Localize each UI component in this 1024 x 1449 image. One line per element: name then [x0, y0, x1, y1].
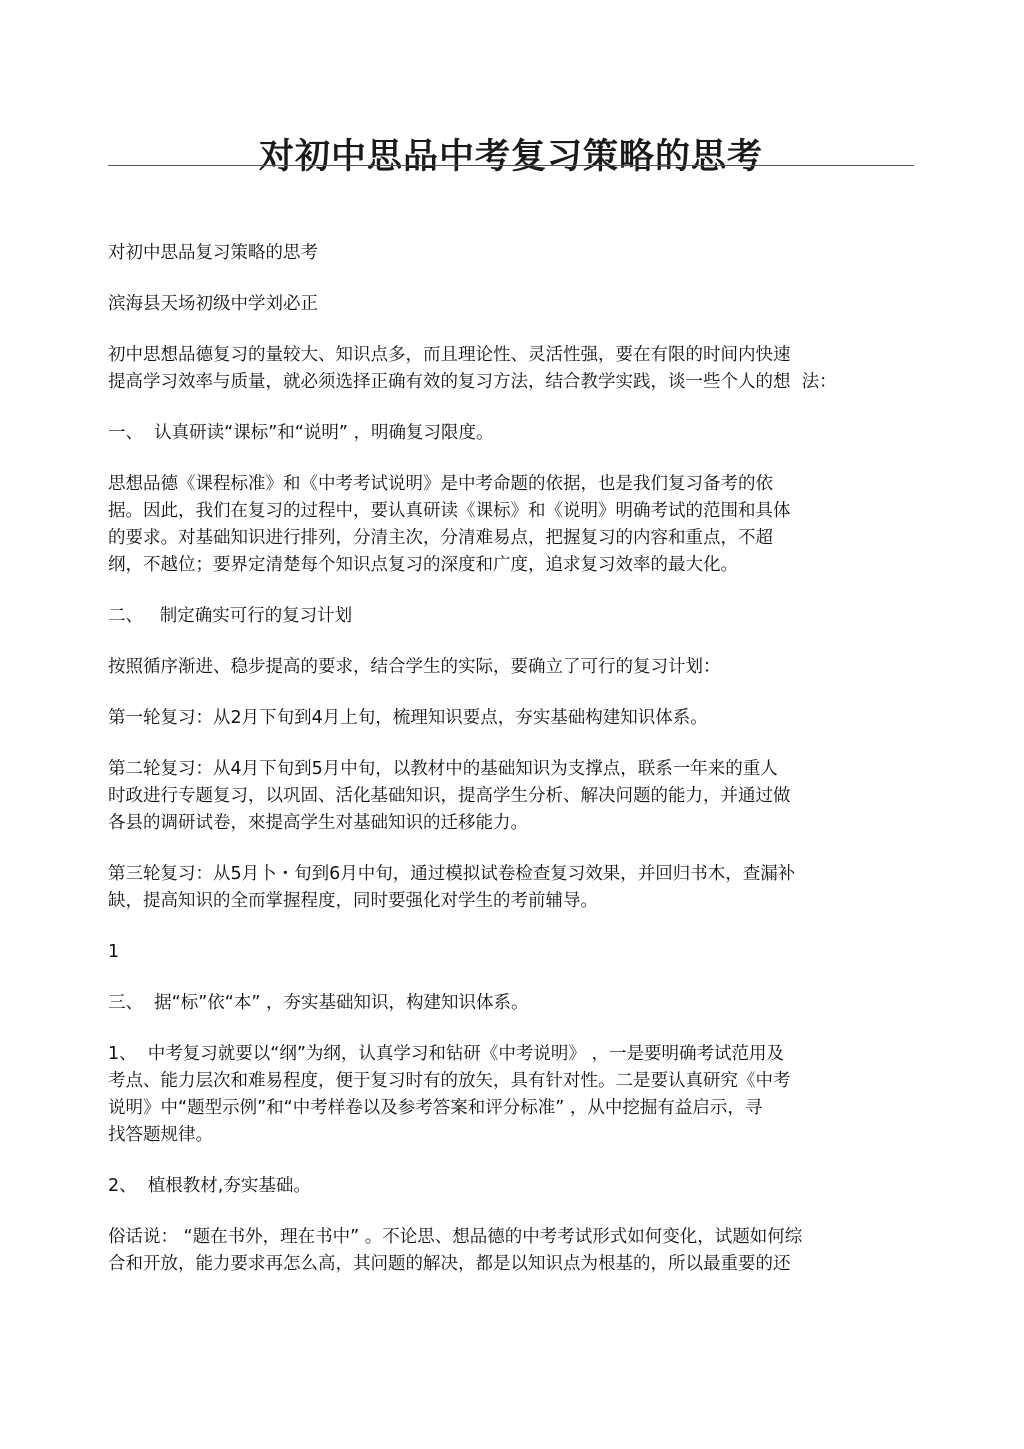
- paragraph: [108, 1224, 908, 1278]
- paragraph-line: 俗话说： “题在书外，理在书中” 。不论思、想品德的中考考试形式如何变化，试题如何综: [108, 1227, 803, 1247]
- paragraph-line: 合和开放，能力要求再怎么高，其问题的解决，都是以知识点为根基的，所以最重要的还: [108, 1254, 791, 1274]
- paragraph-line: 思想品德《课程标准》和《中考考试说明》是中考命题的依据，也是我们复习备考的依: [108, 474, 773, 494]
- paragraph: [108, 990, 908, 1017]
- paragraph-line: 提高学习效率与质量，就必须选择正确有效的复习方法，结合教学实践，谈一些个人的想 法：: [108, 372, 837, 392]
- paragraph: [108, 420, 908, 447]
- paragraph-line: 找答题规律。: [108, 1125, 213, 1145]
- document-body: [108, 240, 908, 1278]
- paragraph-line: 说明》中“题型示例”和“中考样卷以及参考答案和评分标准” ，从中挖掘有益启示，寻: [108, 1098, 763, 1118]
- paragraph-line: 第二轮复习：从4月下旬到5月中旬，以教材中的基础知识为支撑点，联系一年来的重人: [108, 759, 778, 779]
- paragraph-line: 据。因此，我们在复习的过程中，要认真研读《课标》和《说明》明确考试的范围和具体: [108, 501, 791, 521]
- title-divider: [108, 165, 914, 166]
- paragraph-line: 纲，不越位；要界定清楚每个知识点复习的深度和广度，追求复习效率的最大化。: [108, 555, 738, 575]
- paragraph: [108, 240, 908, 267]
- paragraph-line: 按照循序渐进、稳步提高的要求，结合学生的实际，要确立了可行的复习计划：: [108, 657, 721, 677]
- paragraph: [108, 471, 908, 579]
- paragraph-line: 各县的调研试卷，來提高学生对基础知识的迁移能力。: [108, 813, 528, 833]
- paragraph: [108, 1041, 908, 1149]
- paragraph: [108, 291, 908, 318]
- paragraph-line: 时政进行专题复习，以巩固、活化基础知识，提高学生分析、解决问题的能力，并通过做: [108, 786, 791, 806]
- paragraph: [108, 861, 908, 915]
- paragraph-line: 第一轮复习：从2月下旬到4月上旬，梳理知识要点，夯实基础构建知识体系。: [108, 708, 708, 728]
- paragraph-line: 三、 据“标”依“本” ，夯实基础知识，构建知识体系。: [108, 993, 529, 1013]
- paragraph-line: 一、 认真研读“课标”和“说明” ，明确复习限度。: [108, 423, 494, 443]
- paragraph-line: 1、 中考复习就要以“纲”为纲，认真学习和钻研《中考说明》 ，一是要明确考试范用及: [108, 1044, 784, 1064]
- paragraph-line: 考点、能力层次和难易程度，便于复习时有的放矢，具有针对性。二是要认真研究《中考: [108, 1071, 791, 1091]
- paragraph: [108, 654, 908, 681]
- paragraph-line: 对初中思品复习策略的思考: [108, 243, 318, 263]
- paragraph-line: 第三轮复习：从5月卜・旬到6月中旬，通过模拟试卷检查复习效果，并回归书木，查漏补: [108, 864, 796, 884]
- paragraph: [108, 939, 908, 966]
- paragraph: [108, 756, 908, 837]
- paragraph: [108, 342, 908, 396]
- paragraph-line: 2、 植根教材,夯实基础。: [108, 1176, 311, 1196]
- paragraph-line: 滨海县天场初级中学刘必正: [108, 294, 318, 314]
- paragraph-line: 初中思想品德复习的量较大、知识点多，而且理论性、灵活性强，要在有限的时间内快速: [108, 345, 791, 365]
- paragraph-line: 缺，提高知识的全而掌握程度，同时要强化对学生的考前辅导。: [108, 891, 598, 911]
- paragraph: [108, 705, 908, 732]
- paragraph-line: 的要求。对基础知识进行排列，分清主次，分清难易点，把握复习的内容和重点，不超: [108, 528, 773, 548]
- paragraph-line: 1: [108, 942, 120, 962]
- page-title: 对初中思品中考复习策略的思考: [258, 137, 763, 178]
- paragraph-line: 二、 制定确实可行的复习计划: [108, 606, 353, 626]
- paragraph: [108, 603, 908, 630]
- paragraph: [108, 1173, 908, 1200]
